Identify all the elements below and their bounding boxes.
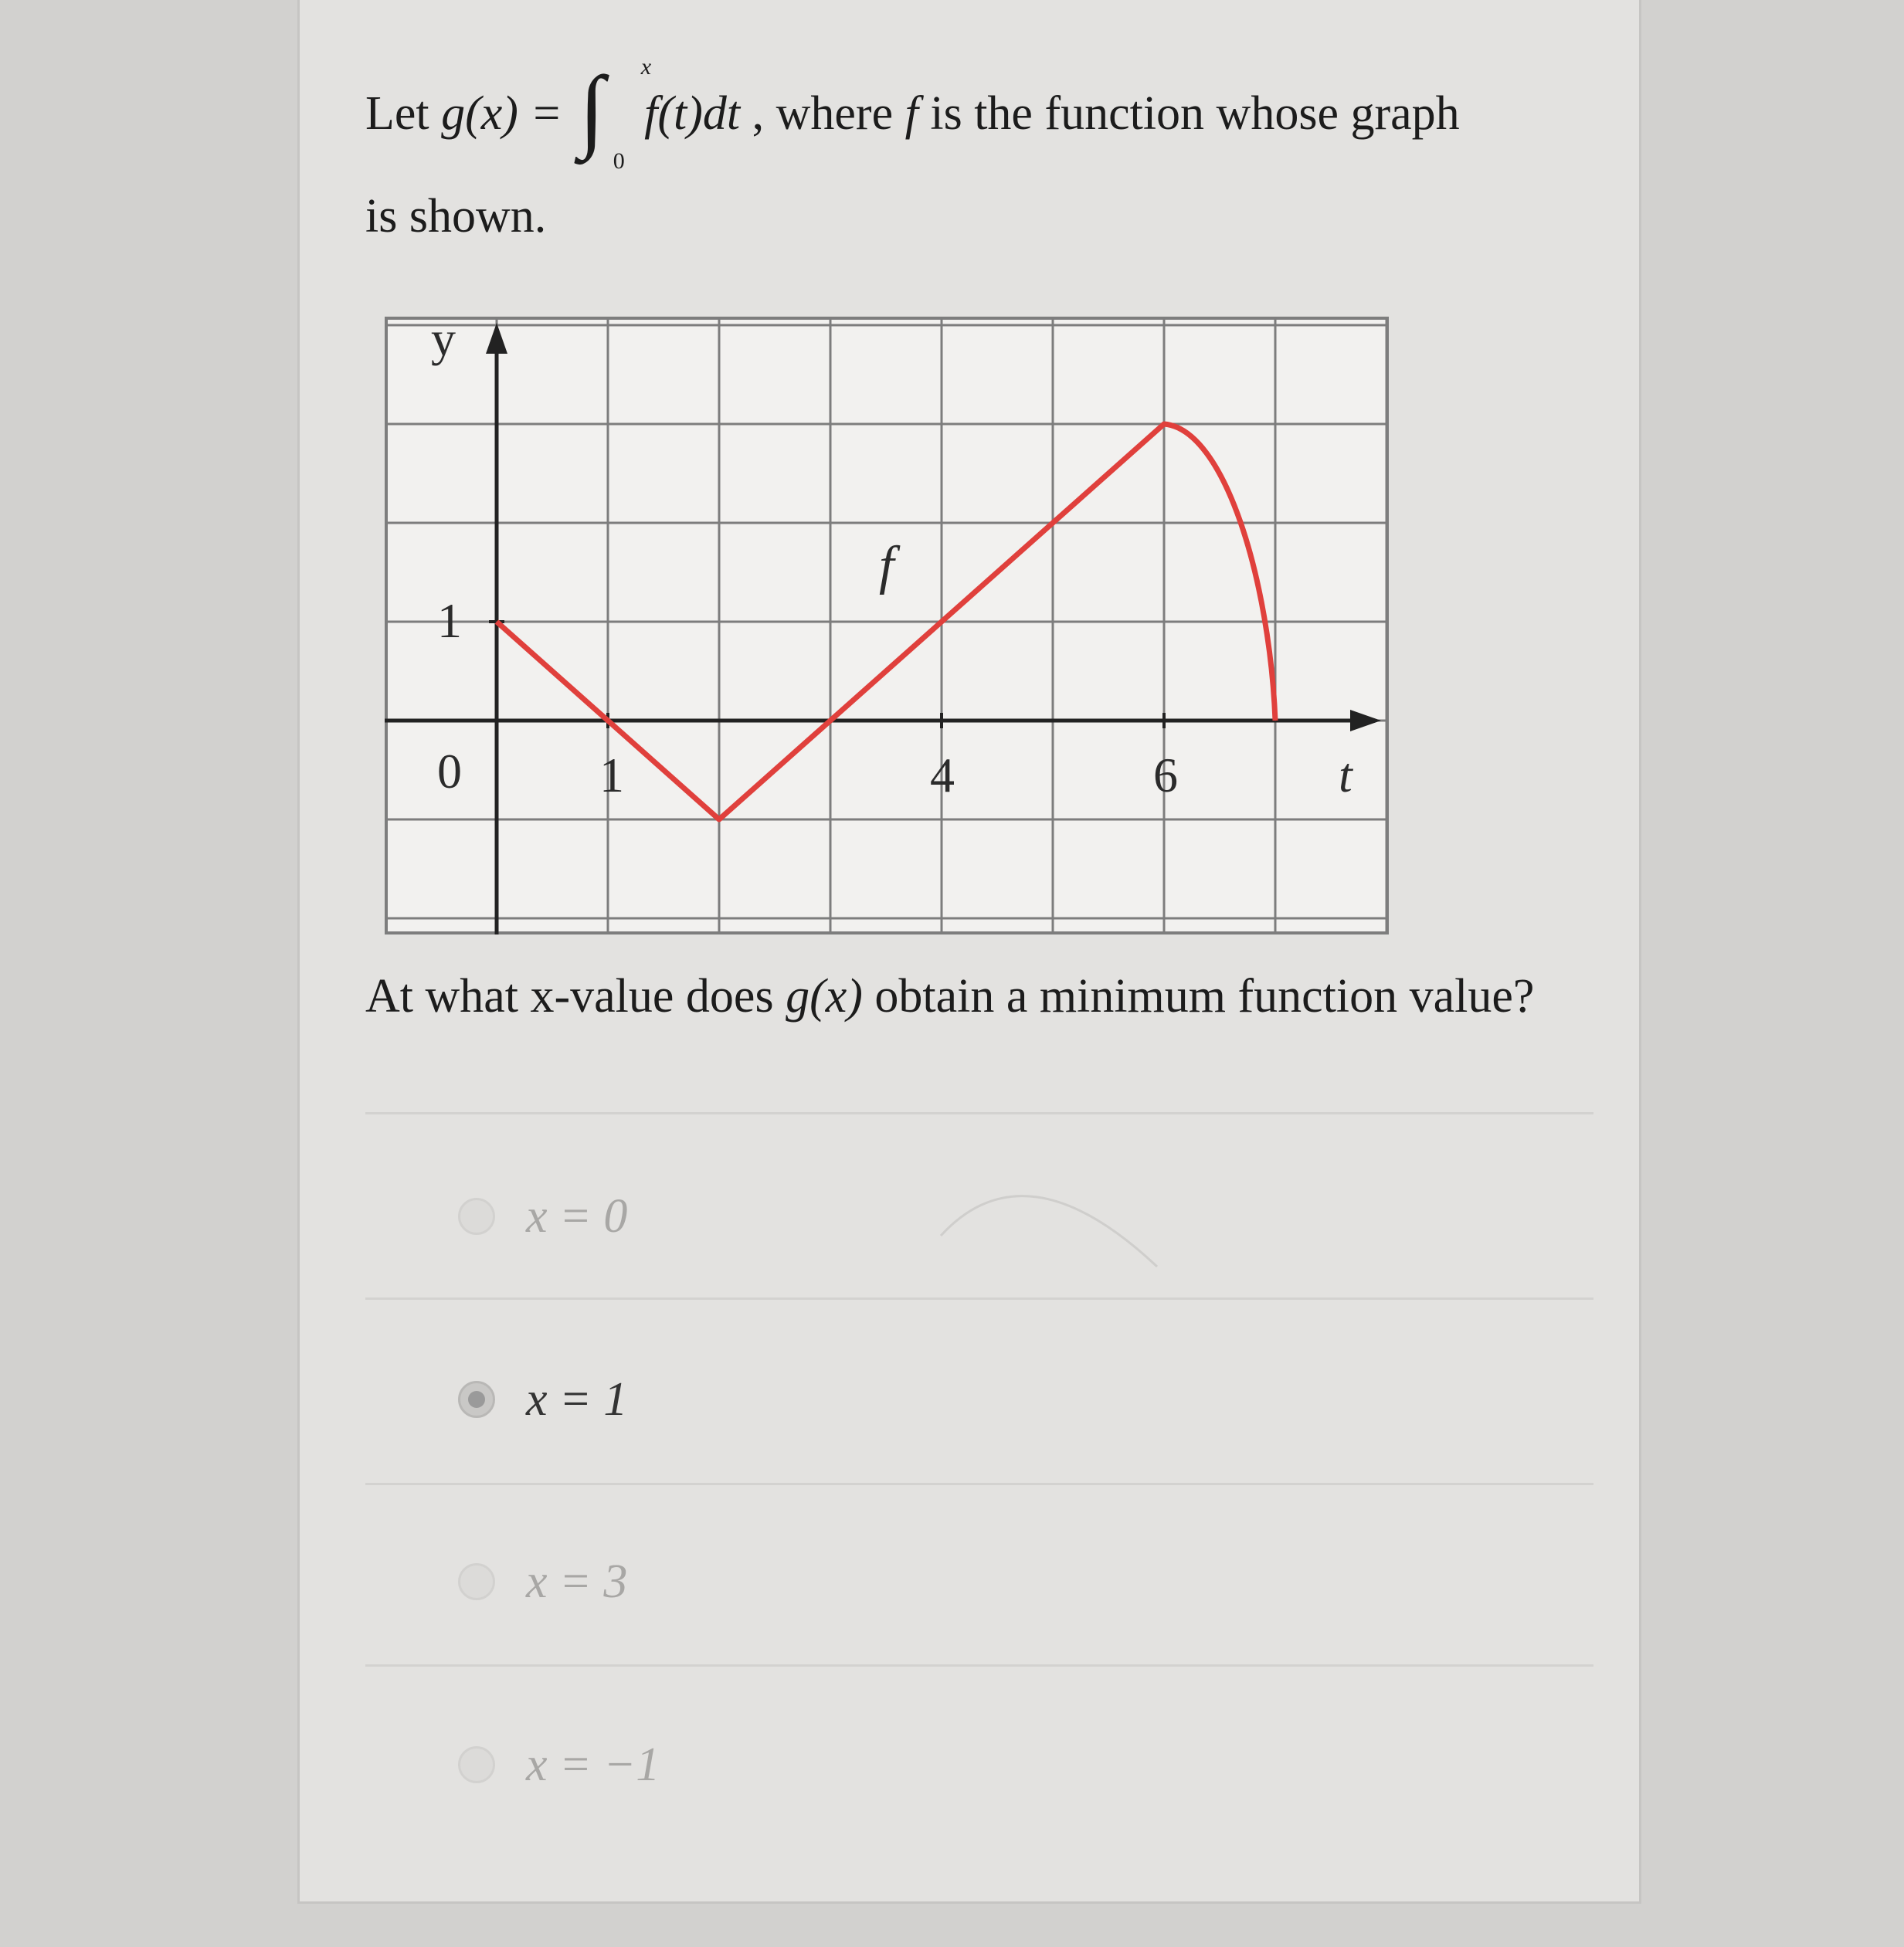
question-card [297,0,1641,1904]
answer-option-2[interactable] [458,1369,627,1430]
question-suffix-2: is the function whose graph [930,87,1460,140]
tick-label-x-6: 6 [1153,748,1178,802]
radio-button-icon[interactable] [458,1563,495,1600]
answer-option-label: x = −1 [526,1738,660,1791]
curve-label-f: f [879,536,894,595]
radio-button-icon[interactable] [458,1746,495,1783]
answer-option-label: x = 1 [526,1372,628,1426]
prompt-function: g(x) [786,970,863,1023]
answer-option-1[interactable] [458,1185,627,1247]
y-axis-label: y [431,317,456,366]
answer-option-label: x = 3 [526,1555,628,1608]
answer-option-label: x = 0 [526,1189,628,1243]
screen-glare-arc [933,1151,1180,1282]
answer-option-3[interactable] [458,1551,627,1613]
prompt-end: obtain a minimum function value? [874,970,1535,1023]
radio-button-selected-icon[interactable] [458,1381,495,1418]
question-prompt [365,969,1534,1024]
answer-option-4[interactable] [458,1734,660,1796]
graph-background [385,317,1389,934]
curve-point [719,819,720,820]
tick-label-x-1: 1 [599,748,624,802]
t-axis-label: t [1339,748,1352,802]
question-line-2: is shown. [365,190,547,243]
integrand: f(t)dt [644,87,741,140]
radio-dot-icon [468,1391,485,1408]
function-graph [385,317,1389,934]
divider [365,1297,1593,1300]
curve-point [1053,523,1054,524]
prompt-start: At what x-value does [365,970,774,1023]
function-symbol: f [904,87,918,140]
integral-sign: ∫ [579,57,605,160]
integral-lower-limit: 0 [613,148,625,174]
integral-upper-limit: x [640,54,652,80]
integral-symbol [579,54,652,174]
question-suffix-1: , where [752,87,894,140]
tick-label-origin: 0 [437,744,462,799]
divider [365,1112,1593,1114]
radio-button-icon[interactable] [458,1198,495,1235]
divider [365,1483,1593,1485]
tick-label-y-1: 1 [437,593,462,648]
question-lhs: g(x) = [441,87,563,140]
curve-point [1164,424,1165,425]
question-line-1 [365,54,1460,174]
divider [365,1664,1593,1667]
tick-label-x-4: 4 [930,748,955,802]
question-prefix: Let [365,87,429,140]
